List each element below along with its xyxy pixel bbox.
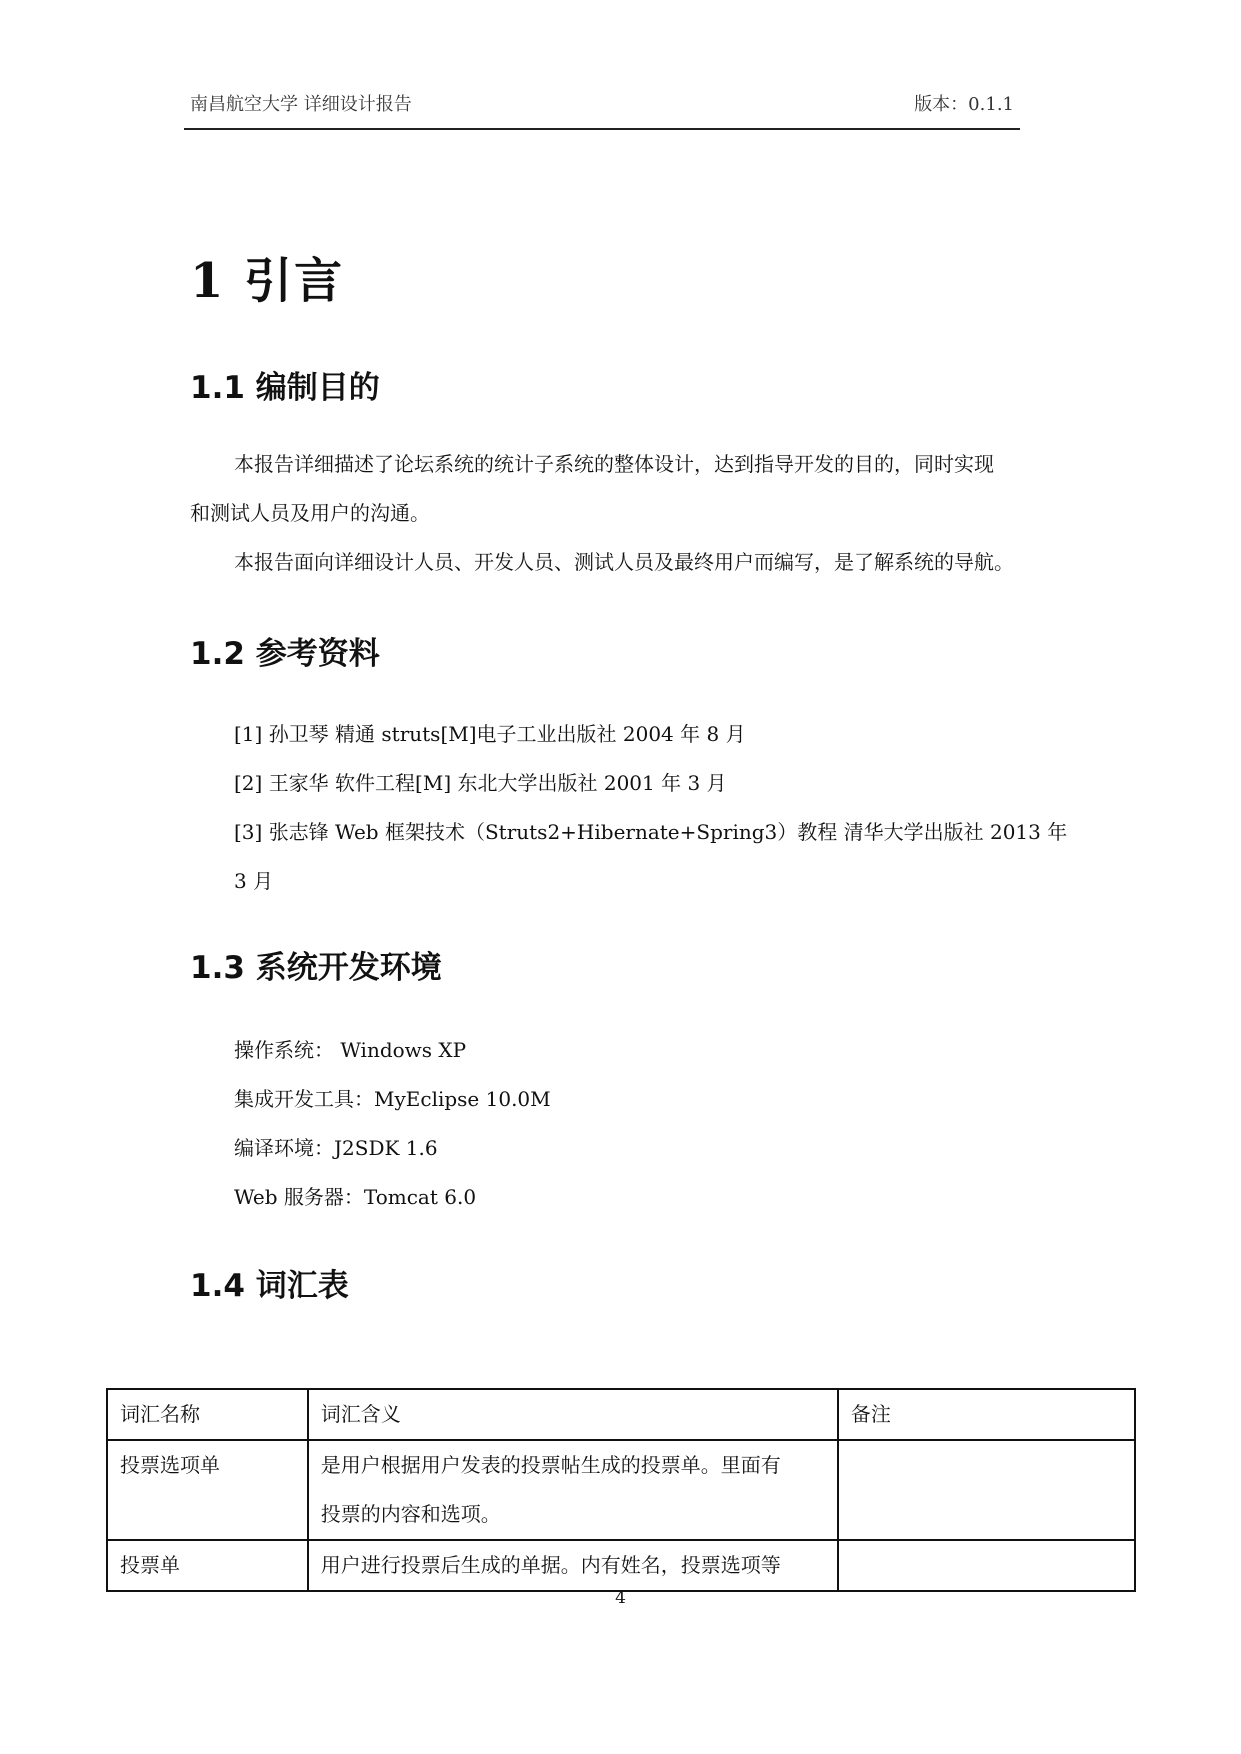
chapter-title: 1 引言 bbox=[190, 253, 345, 309]
env-item-ide: 集成开发工具：MyEclipse 10.0M bbox=[234, 1087, 551, 1111]
section-title-1-3: 1.3 系统开发环境 bbox=[190, 950, 442, 986]
table-row bbox=[107, 1540, 1135, 1591]
paragraph-purpose-line2: 和测试人员及用户的沟通。 bbox=[190, 501, 430, 525]
section-title-1-1: 1.1 编制目的 bbox=[190, 370, 380, 406]
term-note bbox=[838, 1540, 1135, 1591]
paragraph-audience: 本报告面向详细设计人员、开发人员、测试人员及最终用户而编写，是了解系统的导航。 bbox=[234, 550, 1014, 574]
term-meaning bbox=[308, 1440, 838, 1540]
section-title-1-4: 1.4 词汇表 bbox=[190, 1268, 349, 1304]
term-meaning: 用户进行投票后生成的单据。内有姓名，投票选项等 bbox=[308, 1540, 838, 1591]
vocabulary-table bbox=[106, 1388, 1136, 1592]
term-meaning-line: 是用户根据用户发表的投票帖生成的投票单。里面有 bbox=[320, 1453, 781, 1477]
column-header: 词汇含义 bbox=[308, 1389, 838, 1440]
page-number: 4 bbox=[615, 1588, 626, 1608]
term-name: 投票单 bbox=[107, 1540, 308, 1591]
reference-item: [1] 孙卫琴 精通 struts[M]电子工业出版社 2004 年 8 月 bbox=[234, 722, 746, 746]
term-note bbox=[838, 1440, 1135, 1540]
column-header: 备注 bbox=[838, 1389, 1135, 1440]
column-header: 词汇名称 bbox=[107, 1389, 308, 1440]
table-row bbox=[107, 1440, 1135, 1540]
term-meaning-line: 投票的内容和选项。 bbox=[320, 1502, 501, 1526]
header-title: 南昌航空大学 详细设计报告 bbox=[190, 94, 412, 115]
page-header bbox=[184, 88, 1020, 130]
paragraph-purpose-line1: 本报告详细描述了论坛系统的统计子系统的整体设计，达到指导开发的目的，同时实现 bbox=[234, 452, 994, 476]
reference-item: [3] 张志锋 Web 框架技术（Struts2+Hibernate+Spring3）教程 清华大学出版社 2013 年 bbox=[234, 820, 1068, 844]
term-name: 投票选项单 bbox=[107, 1440, 308, 1540]
section-title-1-2: 1.2 参考资料 bbox=[190, 636, 380, 672]
env-item-compiler: 编译环境：J2SDK 1.6 bbox=[234, 1136, 438, 1160]
table-header-row bbox=[107, 1389, 1135, 1440]
reference-item: [2] 王家华 软件工程[M] 东北大学出版社 2001 年 3 月 bbox=[234, 771, 727, 795]
env-item-web-server: Web 服务器：Tomcat 6.0 bbox=[234, 1185, 477, 1209]
env-item-os: 操作系统： Windows XP bbox=[234, 1038, 467, 1062]
reference-item-continued: 3 月 bbox=[234, 869, 274, 893]
header-version: 版本：0.1.1 bbox=[914, 94, 1014, 115]
